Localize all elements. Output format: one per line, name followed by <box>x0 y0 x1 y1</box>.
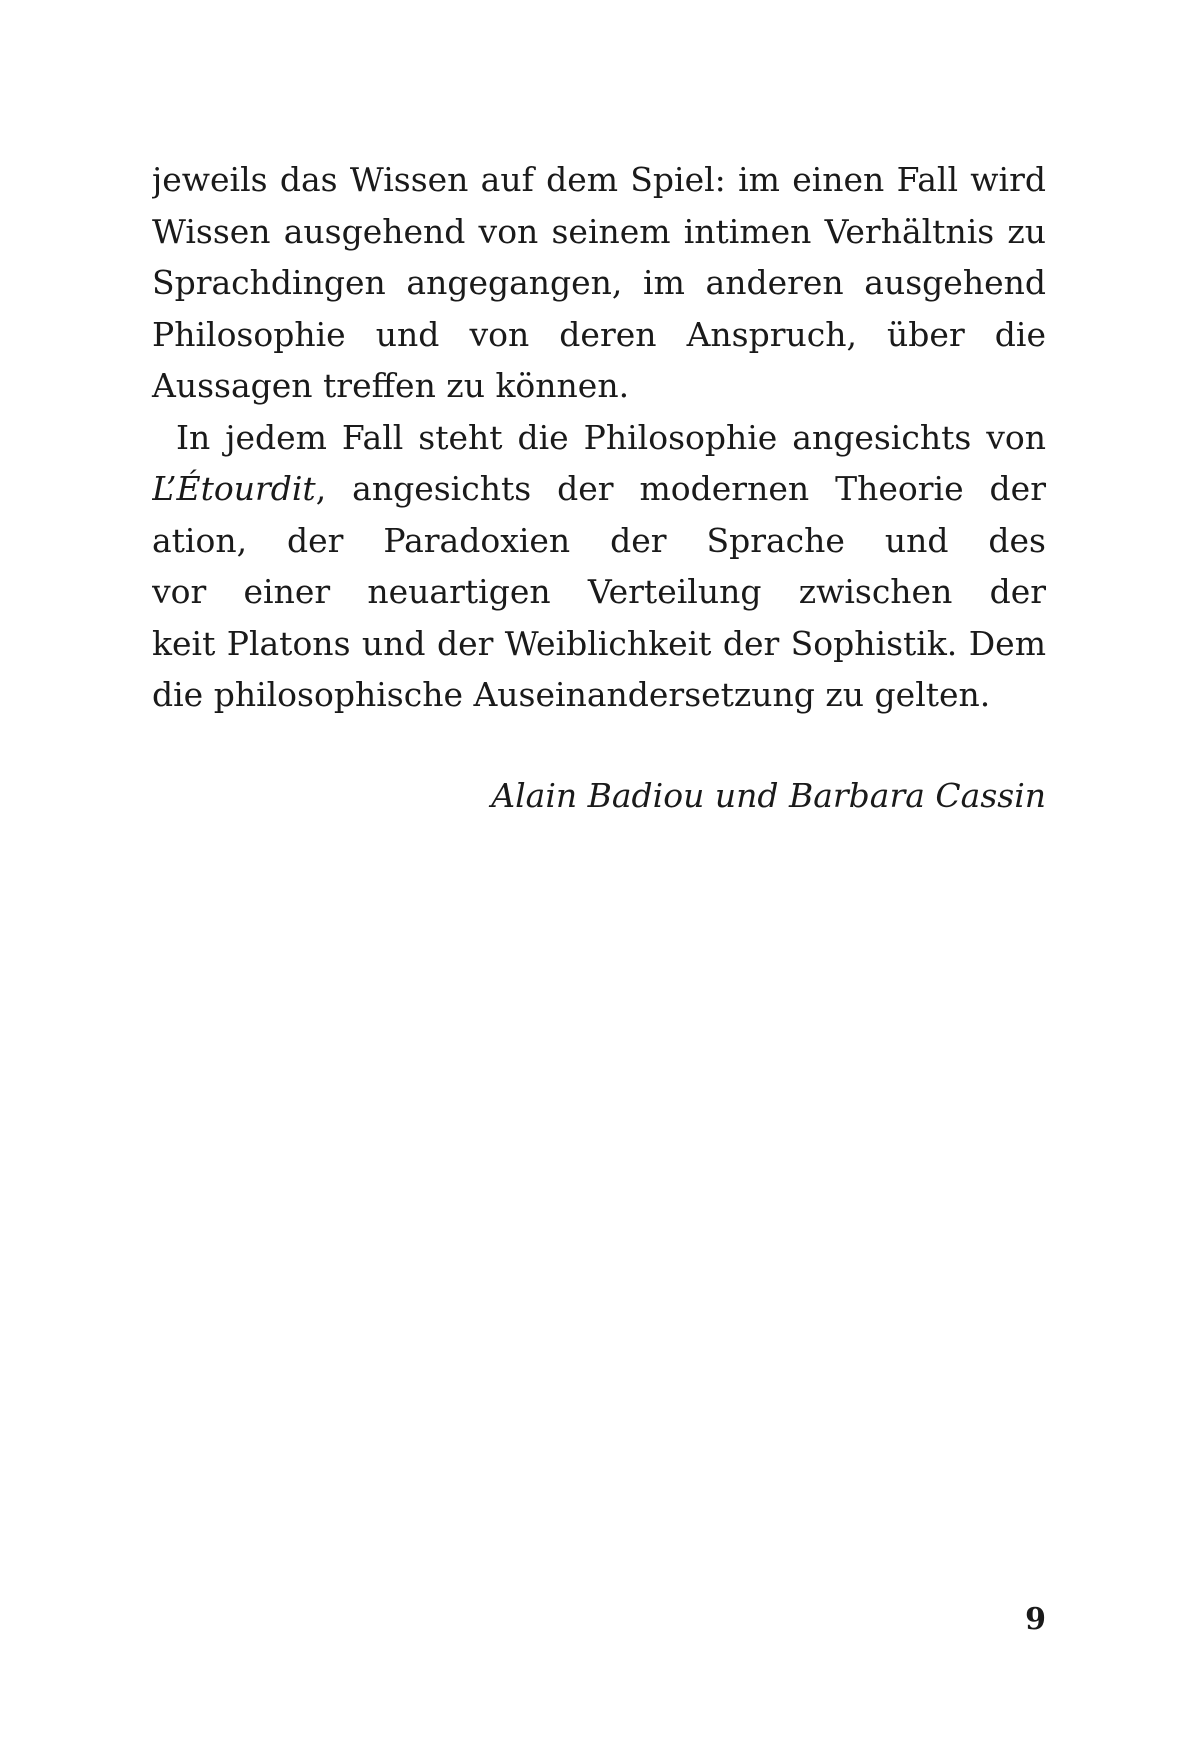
paragraph-2-line-1: In jedem Fall steht die Philosophie angesichts von <box>176 417 1046 457</box>
paragraph-2-line-5: keit Platons und der Weiblichkeit der Sophistik. Dem <box>152 623 1046 663</box>
paragraph-2-line-2-rest: , angesichts der modernen Theorie der <box>315 469 1046 508</box>
paragraph-2-line-4: vor einer neuartigen Verteilung zwischen der <box>152 572 1046 611</box>
author-signature: Alain Badiou und Barbara Cassin <box>491 776 1046 815</box>
paragraph-2-line-2 <box>152 463 1046 515</box>
page-number: 9 <box>1025 1602 1046 1637</box>
paragraph-2-line-3: ation, der Paradoxien der Sprache und des <box>152 520 1046 560</box>
paragraph-1-line-3: Sprachdingen angegangen, im anderen ausgehend <box>152 263 1046 302</box>
paragraph-1-line-4: Philosophie und von deren Anspruch, über die <box>152 314 1046 354</box>
paragraph-2-line-6: die philosophische Auseinandersetzung zu gelten. <box>152 675 991 714</box>
paragraph-1-line-5: Aussagen treffen zu können. <box>152 366 630 405</box>
body-text <box>152 154 1046 721</box>
book-title-letourdit: L’Étourdit <box>152 469 316 508</box>
paragraph-1-line-1: jeweils das Wissen auf dem Spiel: im einen Fall wird <box>152 160 1046 199</box>
paragraph-1-line-2: Wissen ausgehend von seinem intimen Verhältnis zu <box>152 211 1046 251</box>
